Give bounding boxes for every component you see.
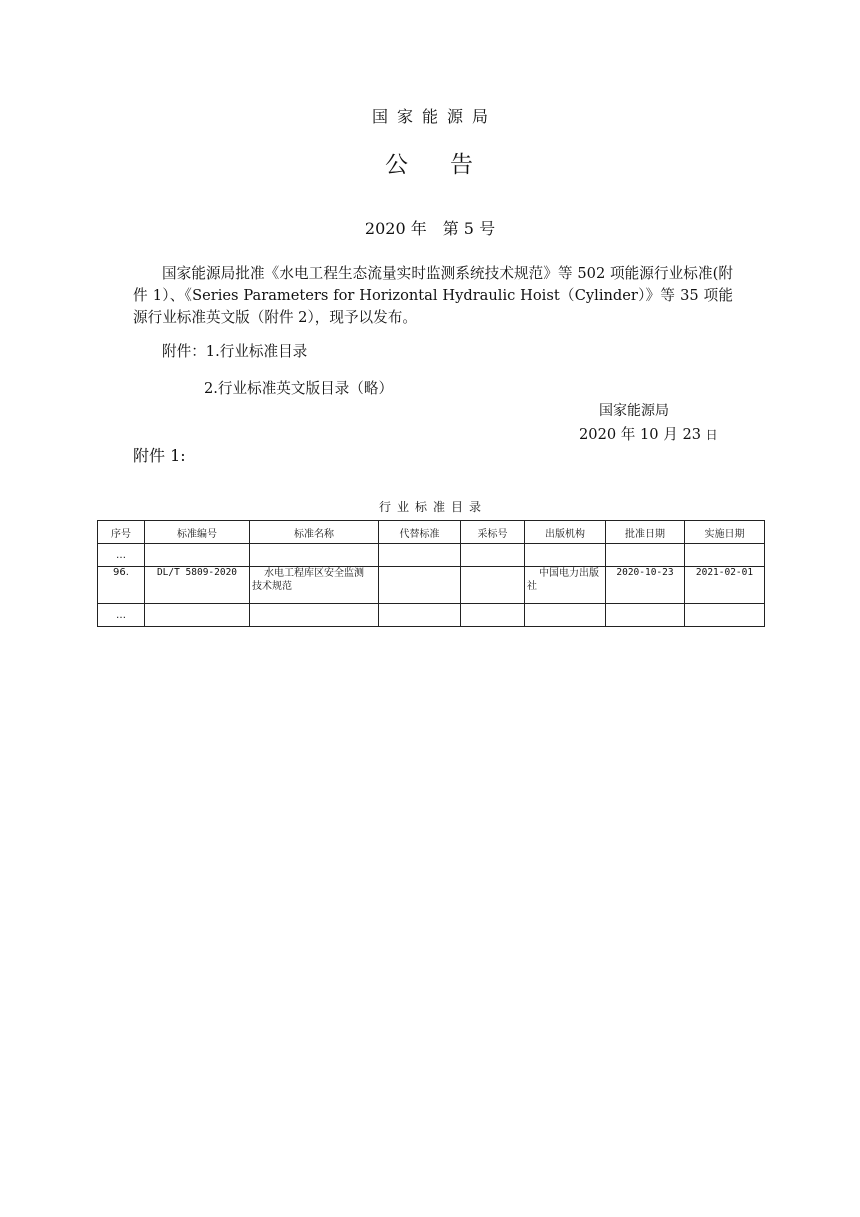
column-header-code: 标准编号 bbox=[145, 521, 250, 544]
standards-table bbox=[97, 520, 765, 627]
column-header-seq: 序号 bbox=[98, 521, 145, 544]
cell-publisher-line-2: 社 bbox=[527, 581, 537, 592]
cell-approve-date: 2020-10-23 bbox=[606, 567, 685, 604]
cell-name bbox=[250, 567, 379, 604]
column-header-approve-date: 批准日期 bbox=[606, 521, 685, 544]
table-title: 行业标准目录 bbox=[378, 500, 487, 514]
cell-code: DL/T 5809-2020 bbox=[145, 567, 250, 604]
table-row bbox=[98, 567, 765, 604]
title-char-2: 告 bbox=[450, 152, 475, 178]
ellipsis-cell: … bbox=[98, 604, 145, 627]
column-header-replaced: 代替标准 bbox=[379, 521, 461, 544]
cell-publisher-line-1: 中国电力出版 bbox=[539, 568, 599, 579]
column-header-publisher: 出版机构 bbox=[525, 521, 606, 544]
announcement-paragraph: 国家能源局批准《水电工程生态流量实时监测系统技术规范》等 502 项能源行业标准(附件 1）、《Series Parameters for Horizontal Hydraulic Hoist（Cylinder）》等 35 项能源行业标准英文版（附件 2），现予以发布。 bbox=[133, 265, 733, 326]
signature-date bbox=[579, 423, 718, 444]
cell-name-line-1: 水电工程库区安全监测 bbox=[264, 568, 364, 579]
appendix-label: 附件 1: bbox=[133, 446, 186, 465]
attachment-item-2: 2.行业标准英文版目录（略） bbox=[204, 380, 394, 397]
column-header-effective-date: 实施日期 bbox=[685, 521, 765, 544]
ellipsis-cell: … bbox=[98, 544, 145, 567]
cell-effective-date: 2021-02-01 bbox=[685, 567, 765, 604]
cell-replaced bbox=[379, 567, 461, 604]
table-row-ellipsis-top bbox=[98, 544, 765, 567]
cell-name-line-2: 技术规范 bbox=[252, 581, 292, 592]
signature-organization: 国家能源局 bbox=[599, 403, 669, 419]
issuer-heading: 国家能源局 bbox=[371, 107, 497, 126]
cell-publisher bbox=[525, 567, 606, 604]
column-header-adopted: 采标号 bbox=[461, 521, 525, 544]
document-number: 2020 年 第 5 号 bbox=[364, 219, 496, 238]
table-header-row bbox=[98, 521, 765, 544]
signature-date-suffix: 日 bbox=[705, 428, 718, 442]
document-title bbox=[0, 146, 860, 179]
attachment-list-label: 附件：1.行业标准目录 bbox=[162, 343, 308, 360]
column-header-name: 标准名称 bbox=[250, 521, 379, 544]
signature-date-main: 2020 年 10 月 23 bbox=[579, 426, 702, 443]
title-char-1: 公 bbox=[385, 152, 410, 178]
table-row-ellipsis-bottom bbox=[98, 604, 765, 627]
cell-seq: 96. bbox=[98, 567, 145, 604]
cell-adopted bbox=[461, 567, 525, 604]
